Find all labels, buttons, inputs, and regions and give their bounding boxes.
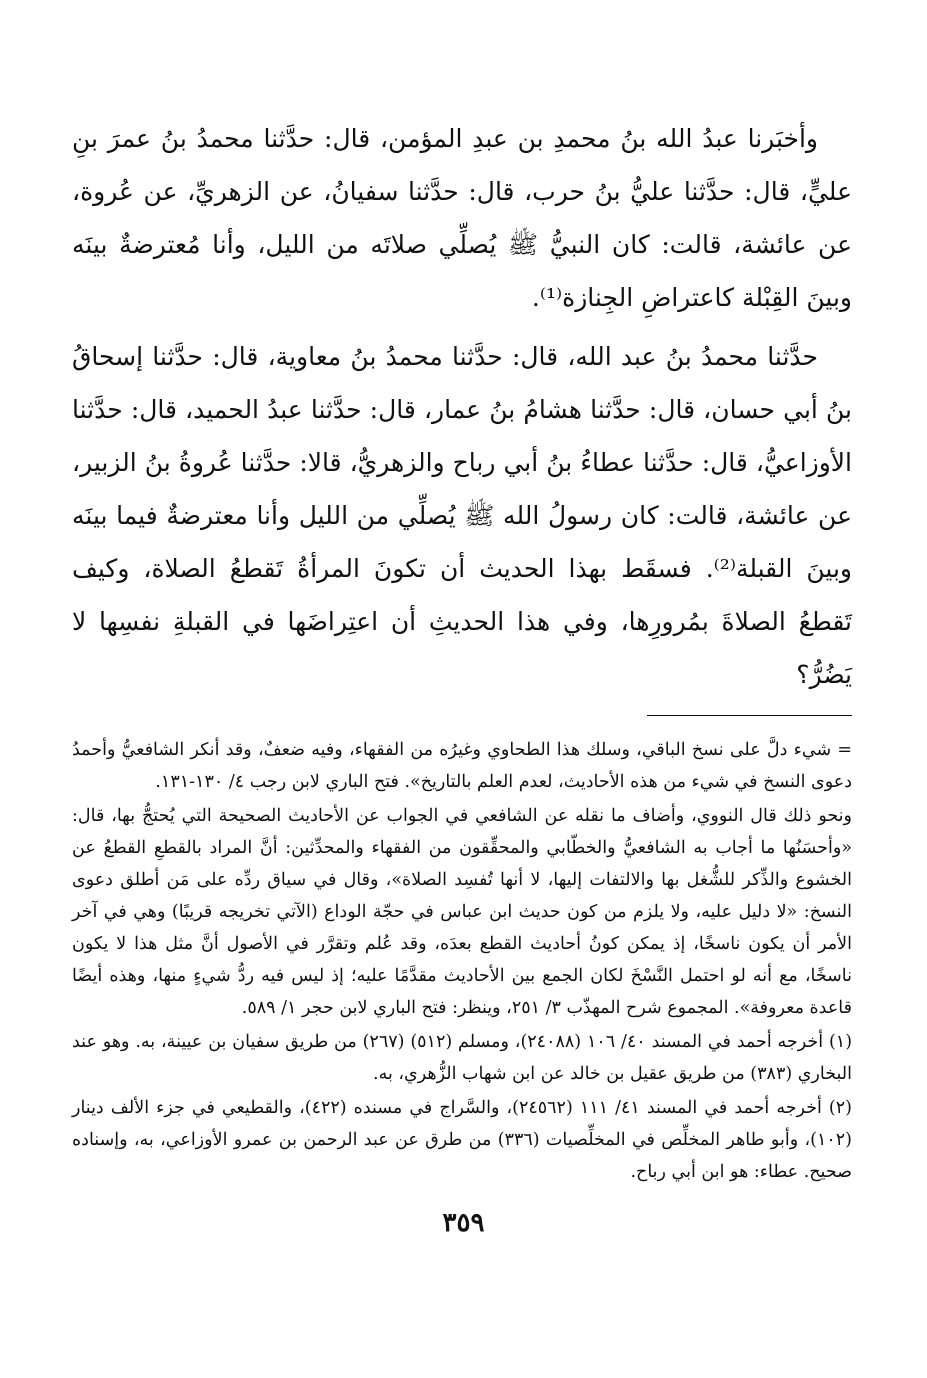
footnotes: [72, 734, 852, 1188]
footnote-continuation-1: = شيء دلَّ على نسخ الباقي، وسلك هذا الطحاوي وغيرُه من الفقهاء، وفيه ضعفٌ، وقد أنكر الشافعيُّ وأحمدُ دعوى النسخ في شيء من هذه الأحاديث، لعدم العلم بالتاريخ». فتح الباري لابن رجب ٤/ ١٣٠-١٣١.: [72, 740, 852, 792]
book-page: [72, 112, 852, 1362]
footnote-continuation-2: ونحو ذلك قال النووي، وأضاف ما نقله عن الشافعي في الجواب عن الأحاديث الصحيحة التي يُحتجُّ بها، قال: «وأحسَنُها ما أجاب به الشافعيُّ والخطّابي والمحقِّقون من الفقهاء والمحدِّثين: أنَّ المراد بالقطعِ القطعُ عن الخشوع والذِّكر للشُّغل بها والالتفات إليها، لا أنها تُفسِد الصلاة»، وقال في سياق ردِّه على مَن أطلق دعوى النسخ: «لا دليل عليه، ولا يلزم من كون حديث ابن عباس في حجّة الوداع (الآتي تخريجه قريبًا) وهي في آخر الأمر أن يكون ناسخًا، إذ يمكن كونُ أحاديث القطع بعدَه، وقد عُلم وتقرَّر في الأصول أنَّ مثل هذا لا يكون ناسخًا، مع أنه لو احتمل النَّسْخَ لكان الجمع بين الأحاديث مقدَّمًا عليه؛ إذ ليس فيه ردُّ شيءٍ منها، وهذه أيضًا قاعدة معروفة». المجموع شرح المهذّب ٣/ ٢٥١، وينظر: فتح الباري لابن حجر ١/ ٥٨٩.: [72, 806, 852, 1018]
page-number: ٣٥٩: [442, 1208, 485, 1238]
main-paragraph-1: وأخبَرنا عبدُ الله بنُ محمدِ بن عبدِ المؤمن، قال: حدَّثنا محمدُ بنُ عمرَ بنِ عليٍّ، قال: حدَّثنا عليُّ بنُ حرب، قال: حدَّثنا سفيانُ، عن الزهريِّ، عن عُروة، عن عائشة، قالت: كان النبيُّ ﷺ يُصلِّي صلاتَه من الليل، وأنا مُعترضةٌ بينَه وبينَ القِبْلة كاعتراضِ الجِنازة⁽¹⁾.: [72, 124, 852, 312]
footnote-1: (١) أخرجه أحمد في المسند ٤٠/ ١٠٦ (٢٤٠٨٨)، ومسلم (٥١٢) (٢٦٧) من طريق سفيان بن عيينة، به. وهو عند البخاري (٣٨٣) من طريق عقيل بن خالد عن ابن شهاب الزُّهري، به.: [72, 1032, 853, 1084]
footnote-2: (٢) أخرجه أحمد في المسند ٤١/ ١١١ (٢٤٥٦٢)، والسَّراج في مسنده (٤٢٢)، والقطيعي في جزء الألف دينار (١٠٢)، وأبو طاهر المخلِّص في المخلِّصيات (٣٣٦) من طرق عن عبد الرحمن بن عمرو الأوزاعي، به، وإسناده صحيح. عطاء: هو ابن أبي رباح.: [72, 1098, 852, 1182]
main-paragraph-2: حدَّثنا محمدُ بنُ عبد الله، قال: حدَّثنا محمدُ بنُ معاوية، قال: حدَّثنا إسحاقُ بنُ أبي حسان، قال: حدَّثنا هشامُ بنُ عمار، قال: حدَّثنا عبدُ الحميد، قال: حدَّثنا الأوزاعيُّ، قال: حدَّثنا عطاءُ بنُ أبي رباح والزهريُّ، قالا: حدَّثنا عُروةُ بنُ الزبير، عن عائشة، قالت: كان رسولُ الله ﷺ يُصلِّي من الليل وأنا معترضةٌ فيما بينَه وبينَ القبلة⁽²⁾. فسقَط بهذا الحديث أن تكونَ المرأةُ تَقطعُ الصلاة، وكيف تَقطعُ الصلاةَ بمُرورِها، وفي هذا الحديثِ أن اعتِراضَها في القبلةِ نفسِها لا يَضُرُّ؟: [72, 342, 852, 689]
main-text: [72, 112, 852, 701]
footnote-separator: [647, 715, 852, 716]
